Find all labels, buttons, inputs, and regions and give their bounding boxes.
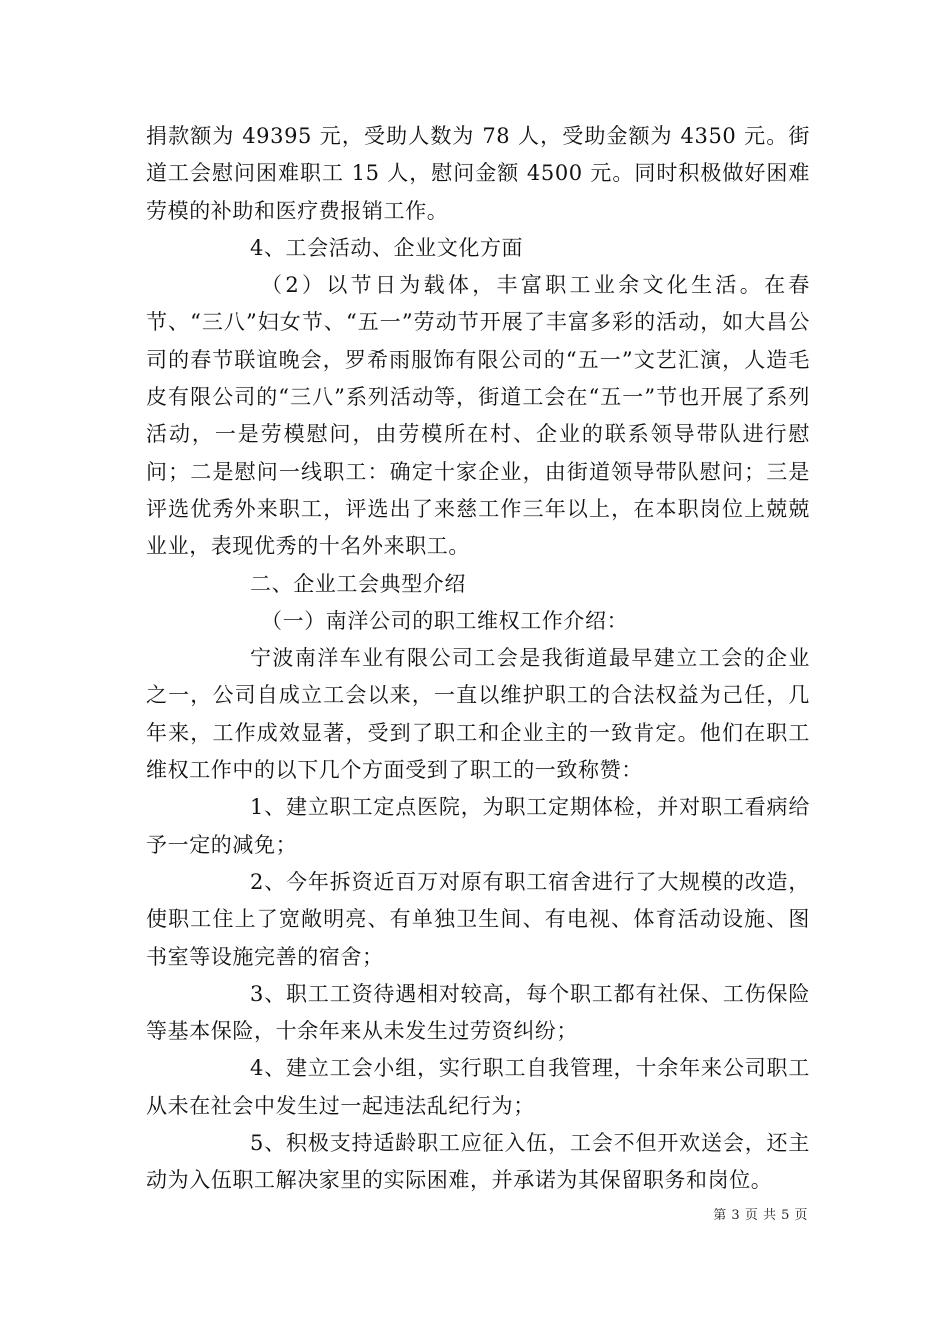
- list-item-dormitory: 2、今年拆资近百万对原有职工宿舍进行了大规模的改造，使职工住上了宽敞明亮、有单独卫生间、有电视、体育活动设施、图书室等设施完善的宿舍；: [146, 869, 810, 969]
- page-number: 第 3 页 共 5 页: [713, 1208, 808, 1223]
- heading-nanyang-rights: （一）南洋公司的职工维权工作介绍：: [261, 608, 629, 633]
- heading-typical-introduction: 二、企业工会典型介绍: [250, 571, 466, 596]
- list-item-union-groups: 4、建立工会小组，实行职工自我管理，十余年来公司职工从未在社会中发生过一起违法乱纪行为；: [146, 1056, 810, 1118]
- list-item-hospital: 1、建立职工定点医院，为职工定期体检，并对职工看病给予一定的减免；: [146, 795, 810, 857]
- paragraph-donation-summary: 捐款额为 49395 元，受助人数为 78 人，受助金额为 4350 元。街道工会慰问困难职工 15 人，慰问金额 4500 元。同时积极做好困难劳模的补助和医疗费报销工作。: [146, 124, 810, 223]
- paragraph-holiday-activities: （2）以节日为载体，丰富职工业余文化生活。在春节、“三八”妇女节、“五一”劳动节开展了丰富多彩的活动，如大昌公司的春节联谊晚会，罗希雨服饰有限公司的“五一”文艺汇演，人造毛皮有限公司的“三八”系列活动等，街道工会在“五一”节也开展了系列活动，一是劳模慰问，由劳模所在村、企业的联系领导带队进行慰问；二是慰问一线职工：确定十家企业，由街道领导带队慰问；三是评选优秀外来职工，评选出了来慈工作三年以上，在本职岗位上兢兢业业，表现优秀的十名外来职工。: [146, 273, 810, 559]
- document-body: [146, 118, 810, 1200]
- list-item-enlistment: 5、积极支持适龄职工应征入伍，工会不但开欢送会，还主动为入伍职工解决家里的实际困难，并承诺为其保留职务和岗位。: [146, 1131, 810, 1193]
- heading-union-activities: 4、工会活动、企业文化方面: [250, 235, 524, 260]
- list-item-wages: 3、职工工资待遇相对较高，每个职工都有社保、工伤保险等基本保险，十余年来从未发生过劳资纠纷；: [146, 981, 810, 1044]
- paragraph-nanyang-intro: 宁波南洋车业有限公司工会是我街道最早建立工会的企业之一，公司自成立工会以来，一直以维护职工的合法权益为己任，几年来，工作成效显著，受到了职工和企业主的一致肯定。他们在职工维权工作中的以下几个方面受到了职工的一致称赞：: [146, 646, 810, 783]
